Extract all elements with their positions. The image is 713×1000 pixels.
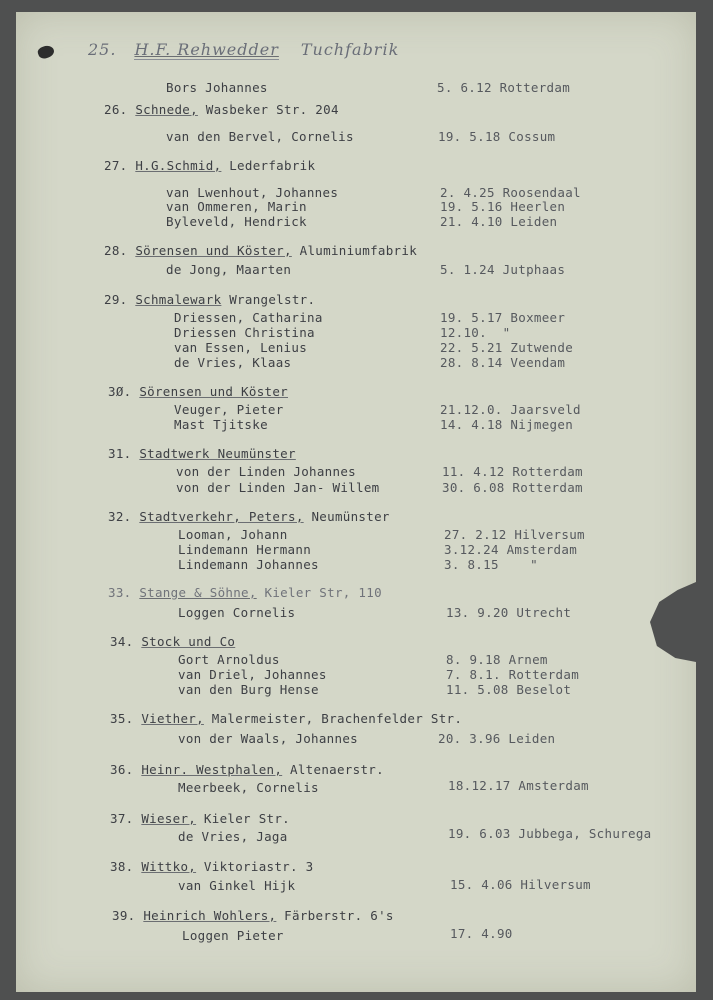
entry-number: 35. bbox=[110, 711, 134, 726]
entry-header bbox=[108, 384, 288, 399]
worker-name: Byleveld, Hendrick bbox=[166, 214, 307, 229]
worker-name: von der Linden Jan- Willem bbox=[176, 480, 380, 495]
worker-name: van Ginkel Hijk bbox=[178, 878, 296, 893]
worker-name: van Lwenhout, Johannes bbox=[166, 185, 339, 200]
worker-name: Lindemann Hermann bbox=[178, 542, 312, 557]
entry-header bbox=[110, 762, 384, 777]
entry-header bbox=[104, 243, 417, 258]
entry-number: 39. bbox=[112, 908, 136, 923]
worker-info: 19. 5.17 Boxmeer bbox=[440, 310, 566, 325]
worker-name: Gort Arnoldus bbox=[178, 652, 280, 667]
entry-detail: Lederfabrik bbox=[221, 158, 316, 173]
entry-header bbox=[104, 292, 315, 307]
entry-detail: Viktoriastr. 3 bbox=[196, 859, 314, 874]
entry-header bbox=[110, 811, 290, 826]
worker-info: 14. 4.18 Nijmegen bbox=[440, 417, 574, 432]
entry-number: 26. bbox=[104, 102, 128, 117]
worker-name: van Driel, Johannes bbox=[178, 667, 327, 682]
worker-name: Mast Tjitske bbox=[174, 417, 268, 432]
entry-detail: Wrangelstr. bbox=[221, 292, 316, 307]
entry-firm: Stadtverkehr, Peters, bbox=[139, 509, 304, 524]
worker-info: 21.12.0. Jaarsveld bbox=[440, 402, 581, 417]
entry-header bbox=[110, 634, 235, 649]
entry-number: 37. bbox=[110, 811, 134, 826]
entry-firm: Sörensen und Köster bbox=[139, 384, 288, 399]
worker-name: Loggen Cornelis bbox=[178, 605, 296, 620]
worker-name: Lindemann Johannes bbox=[178, 557, 319, 572]
entry-header bbox=[112, 908, 394, 923]
entry-number: 38. bbox=[110, 859, 134, 874]
worker-name: von der Linden Johannes bbox=[176, 464, 356, 479]
entry-detail: Altenaerstr. bbox=[282, 762, 384, 777]
worker-info: 15. 4.06 Hilversum bbox=[450, 877, 591, 892]
entry-header bbox=[110, 859, 313, 874]
entry-detail: Malermeister, Brachenfelder Str. bbox=[203, 711, 463, 726]
entry-firm: Viether, bbox=[141, 711, 204, 726]
entry-firm: Heinrich Wohlers, bbox=[143, 908, 277, 923]
entry-detail: Färberstr. 6's bbox=[276, 908, 394, 923]
entry-header bbox=[108, 509, 390, 524]
worker-info: 3. 8.15 " bbox=[444, 557, 538, 572]
entry-number: 31. bbox=[108, 446, 132, 461]
entry-number: 36. bbox=[110, 762, 134, 777]
worker-name: de Jong, Maarten bbox=[166, 262, 292, 277]
worker-name: Driessen Christina bbox=[174, 325, 315, 340]
torn-edge bbox=[650, 582, 696, 662]
entry-header bbox=[108, 585, 382, 600]
worker-info: 3.12.24 Amsterdam bbox=[444, 542, 578, 557]
worker-info: 5. 1.24 Jutphaas bbox=[440, 262, 566, 277]
worker-info: 11. 4.12 Rotterdam bbox=[442, 464, 583, 479]
worker-name: van Ommeren, Marin bbox=[166, 199, 307, 214]
worker-name: Driessen, Catharina bbox=[174, 310, 323, 325]
entry-detail: Aluminiumfabrik bbox=[291, 243, 418, 258]
punch-hole bbox=[36, 44, 55, 61]
entry-number: 33. bbox=[108, 585, 132, 600]
entry-firm: Wieser, bbox=[141, 811, 197, 826]
worker-info: 22. 5.21 Zutwende bbox=[440, 340, 574, 355]
entry-header bbox=[104, 158, 315, 173]
worker-info: 7. 8.1. Rotterdam bbox=[446, 667, 580, 682]
worker-name: Meerbeek, Cornelis bbox=[178, 780, 319, 795]
worker-info: 19. 5.16 Heerlen bbox=[440, 199, 566, 214]
entry-detail: Wasbeker Str. 204 bbox=[197, 102, 339, 117]
worker-name: Veuger, Pieter bbox=[174, 402, 284, 417]
worker-info: 20. 3.96 Leiden bbox=[438, 731, 556, 746]
entry-firm: Schmalewark bbox=[135, 292, 222, 307]
worker-info: 27. 2.12 Hilversum bbox=[444, 527, 585, 542]
entry-firm: Schnede, bbox=[135, 102, 198, 117]
entry-firm: Heinr. Westphalen, bbox=[141, 762, 283, 777]
worker-info: 19. 5.18 Cossum bbox=[438, 129, 556, 144]
entry-header bbox=[110, 711, 462, 726]
worker-name: Looman, Johann bbox=[178, 527, 288, 542]
entry-detail: Kieler Str. bbox=[196, 811, 291, 826]
entry-firm: H.G.Schmid, bbox=[135, 158, 222, 173]
worker-info: 5. 6.12 Rotterdam bbox=[437, 80, 571, 95]
entry-firm: Stadtwerk Neumünster bbox=[139, 446, 296, 461]
worker-name: Bors Johannes bbox=[166, 80, 268, 95]
worker-info: 19. 6.03 Jubbega, Schurega bbox=[448, 826, 652, 841]
header-number: 25. bbox=[88, 40, 117, 59]
entry-header bbox=[108, 446, 296, 461]
worker-name: von der Waals, Johannes bbox=[178, 731, 358, 746]
entry-header bbox=[104, 102, 339, 117]
worker-info: 21. 4.10 Leiden bbox=[440, 214, 558, 229]
worker-info: 30. 6.08 Rotterdam bbox=[442, 480, 583, 495]
worker-info: 2. 4.25 Roosendaal bbox=[440, 185, 581, 200]
worker-info: 28. 8.14 Veendam bbox=[440, 355, 566, 370]
worker-name: Loggen Pieter bbox=[182, 928, 284, 943]
entry-firm: Sörensen und Köster, bbox=[135, 243, 292, 258]
worker-name: van den Burg Hense bbox=[178, 682, 319, 697]
entry-detail: Kieler Str, 110 bbox=[256, 585, 382, 600]
entry-firm: Stange & Söhne, bbox=[139, 585, 257, 600]
entry-number: 32. bbox=[108, 509, 132, 524]
worker-info: 12.10. " bbox=[440, 325, 511, 340]
entry-number: 28. bbox=[104, 243, 128, 258]
entry-number: 3Ø. bbox=[108, 384, 132, 399]
worker-info: 18.12.17 Amsterdam bbox=[448, 778, 589, 793]
entry-firm: Stock und Co bbox=[141, 634, 236, 649]
worker-name: de Vries, Jaga bbox=[178, 829, 288, 844]
worker-name: van Essen, Lenius bbox=[174, 340, 308, 355]
entry-detail: Neumünster bbox=[303, 509, 390, 524]
worker-info: 13. 9.20 Utrecht bbox=[446, 605, 572, 620]
entry-number: 27. bbox=[104, 158, 128, 173]
worker-name: de Vries, Klaas bbox=[174, 355, 292, 370]
handwritten-header bbox=[88, 40, 399, 59]
header-company: H.F. Rehwedder bbox=[134, 40, 279, 59]
header-note: Tuchfabrik bbox=[300, 40, 400, 59]
worker-name: van den Bervel, Cornelis bbox=[166, 129, 354, 144]
entry-firm: Wittko, bbox=[141, 859, 197, 874]
entry-number: 34. bbox=[110, 634, 134, 649]
worker-info: 8. 9.18 Arnem bbox=[446, 652, 548, 667]
entry-number: 29. bbox=[104, 292, 128, 307]
worker-info: 17. 4.90 bbox=[450, 926, 513, 941]
worker-info: 11. 5.08 Beselot bbox=[446, 682, 572, 697]
